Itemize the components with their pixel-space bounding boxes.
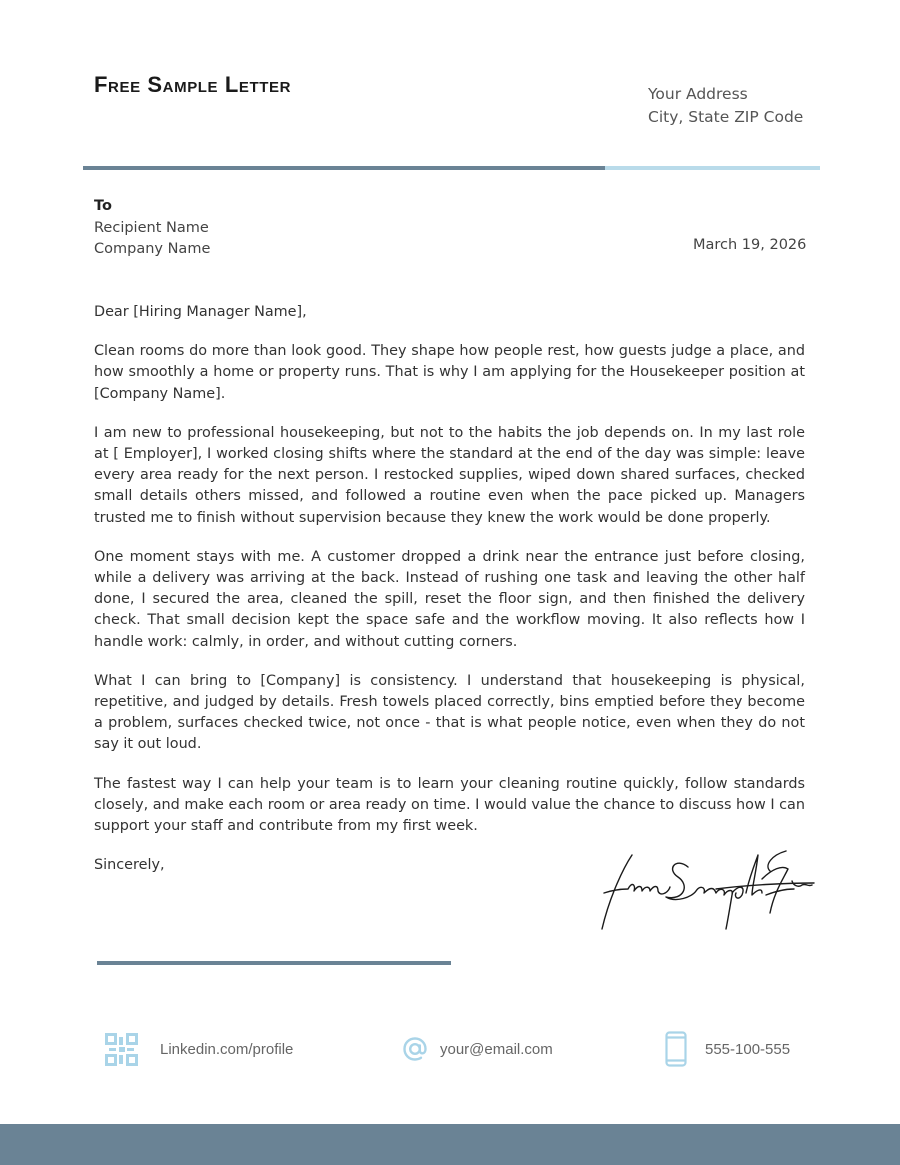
at-sign-icon <box>402 1036 428 1062</box>
recipient-name: Recipient Name <box>94 219 209 236</box>
linkedin-label: Linkedin.com/profile <box>160 1040 294 1058</box>
qr-code-icon <box>105 1033 138 1066</box>
contact-linkedin[interactable] <box>105 1030 293 1068</box>
header-rule-dark <box>83 166 605 170</box>
letter-body <box>94 302 805 894</box>
sender-address <box>648 83 803 129</box>
body-paragraph-4: What I can bring to [Company] is consistency. I understand that housekeeping is physical, repetitive, and judged by details. Fresh towels placed correctly, bins emptied before they become a problem, surfaces checked twice, not once - that is what people notice, even when they do not say it out loud. <box>94 672 805 753</box>
handwritten-signature <box>596 845 816 937</box>
closing: Sincerely, <box>94 857 165 874</box>
salutation: Dear [Hiring Manager Name], <box>94 304 307 320</box>
contact-email[interactable] <box>402 1030 553 1068</box>
contact-phone[interactable] <box>665 1030 790 1068</box>
recipient-block <box>94 196 210 261</box>
signature-rule <box>97 961 451 965</box>
body-paragraph-2: I am new to professional housekeeping, but not to the habits the job depends on. In my last role at [ Employer], I worked closing shifts where the standard at the end of the day was simple: leave every area ready for the next person. I restocked supplies, wiped down shared surfaces, checked small details others missed, and followed a routine even when the pace picked up. Managers trusted me to finish without supervision because they knew the work would be done properly. <box>94 424 805 526</box>
body-paragraph-1: Clean rooms do more than look good. They shape how people rest, how guests judge a place, and how smoothly a home or property runs. That is why I am applying for the Housekeeper position at [Company Name]. <box>94 343 805 402</box>
address-line-1: Your Address <box>648 85 748 103</box>
body-paragraph-3: One moment stays with me. A customer dropped a drink near the entrance just before closing, while a delivery was arriving at the back. Instead of rushing one task and leaving the other half done, I secured the area, cleaned the spill, reset the floor sign, and then finished the delivery check. That small decision kept the space safe and the workflow moving. It also reflects how I handle work: calmly, in order, and without cutting corners. <box>94 548 805 650</box>
mobile-phone-icon <box>665 1031 687 1067</box>
address-line-2: City, State ZIP Code <box>648 108 804 126</box>
body-paragraph-5: The fastest way I can help your team is to learn your cleaning routine quickly, follow standards closely, and make each room or area ready on time. I would value the chance to discuss how I can support your staff and contribute from my first week. <box>94 775 805 835</box>
letter-title: Free Sample Letter <box>94 72 292 97</box>
header-rule-light <box>605 166 820 170</box>
recipient-company: Company Name <box>94 241 211 257</box>
letter-date: March 19, 2026 <box>693 237 807 253</box>
footer-bar <box>0 1124 900 1165</box>
email-label: your@email.com <box>440 1040 553 1058</box>
recipient-to-label: To <box>94 198 112 214</box>
phone-label: 555-100-555 <box>705 1040 791 1058</box>
